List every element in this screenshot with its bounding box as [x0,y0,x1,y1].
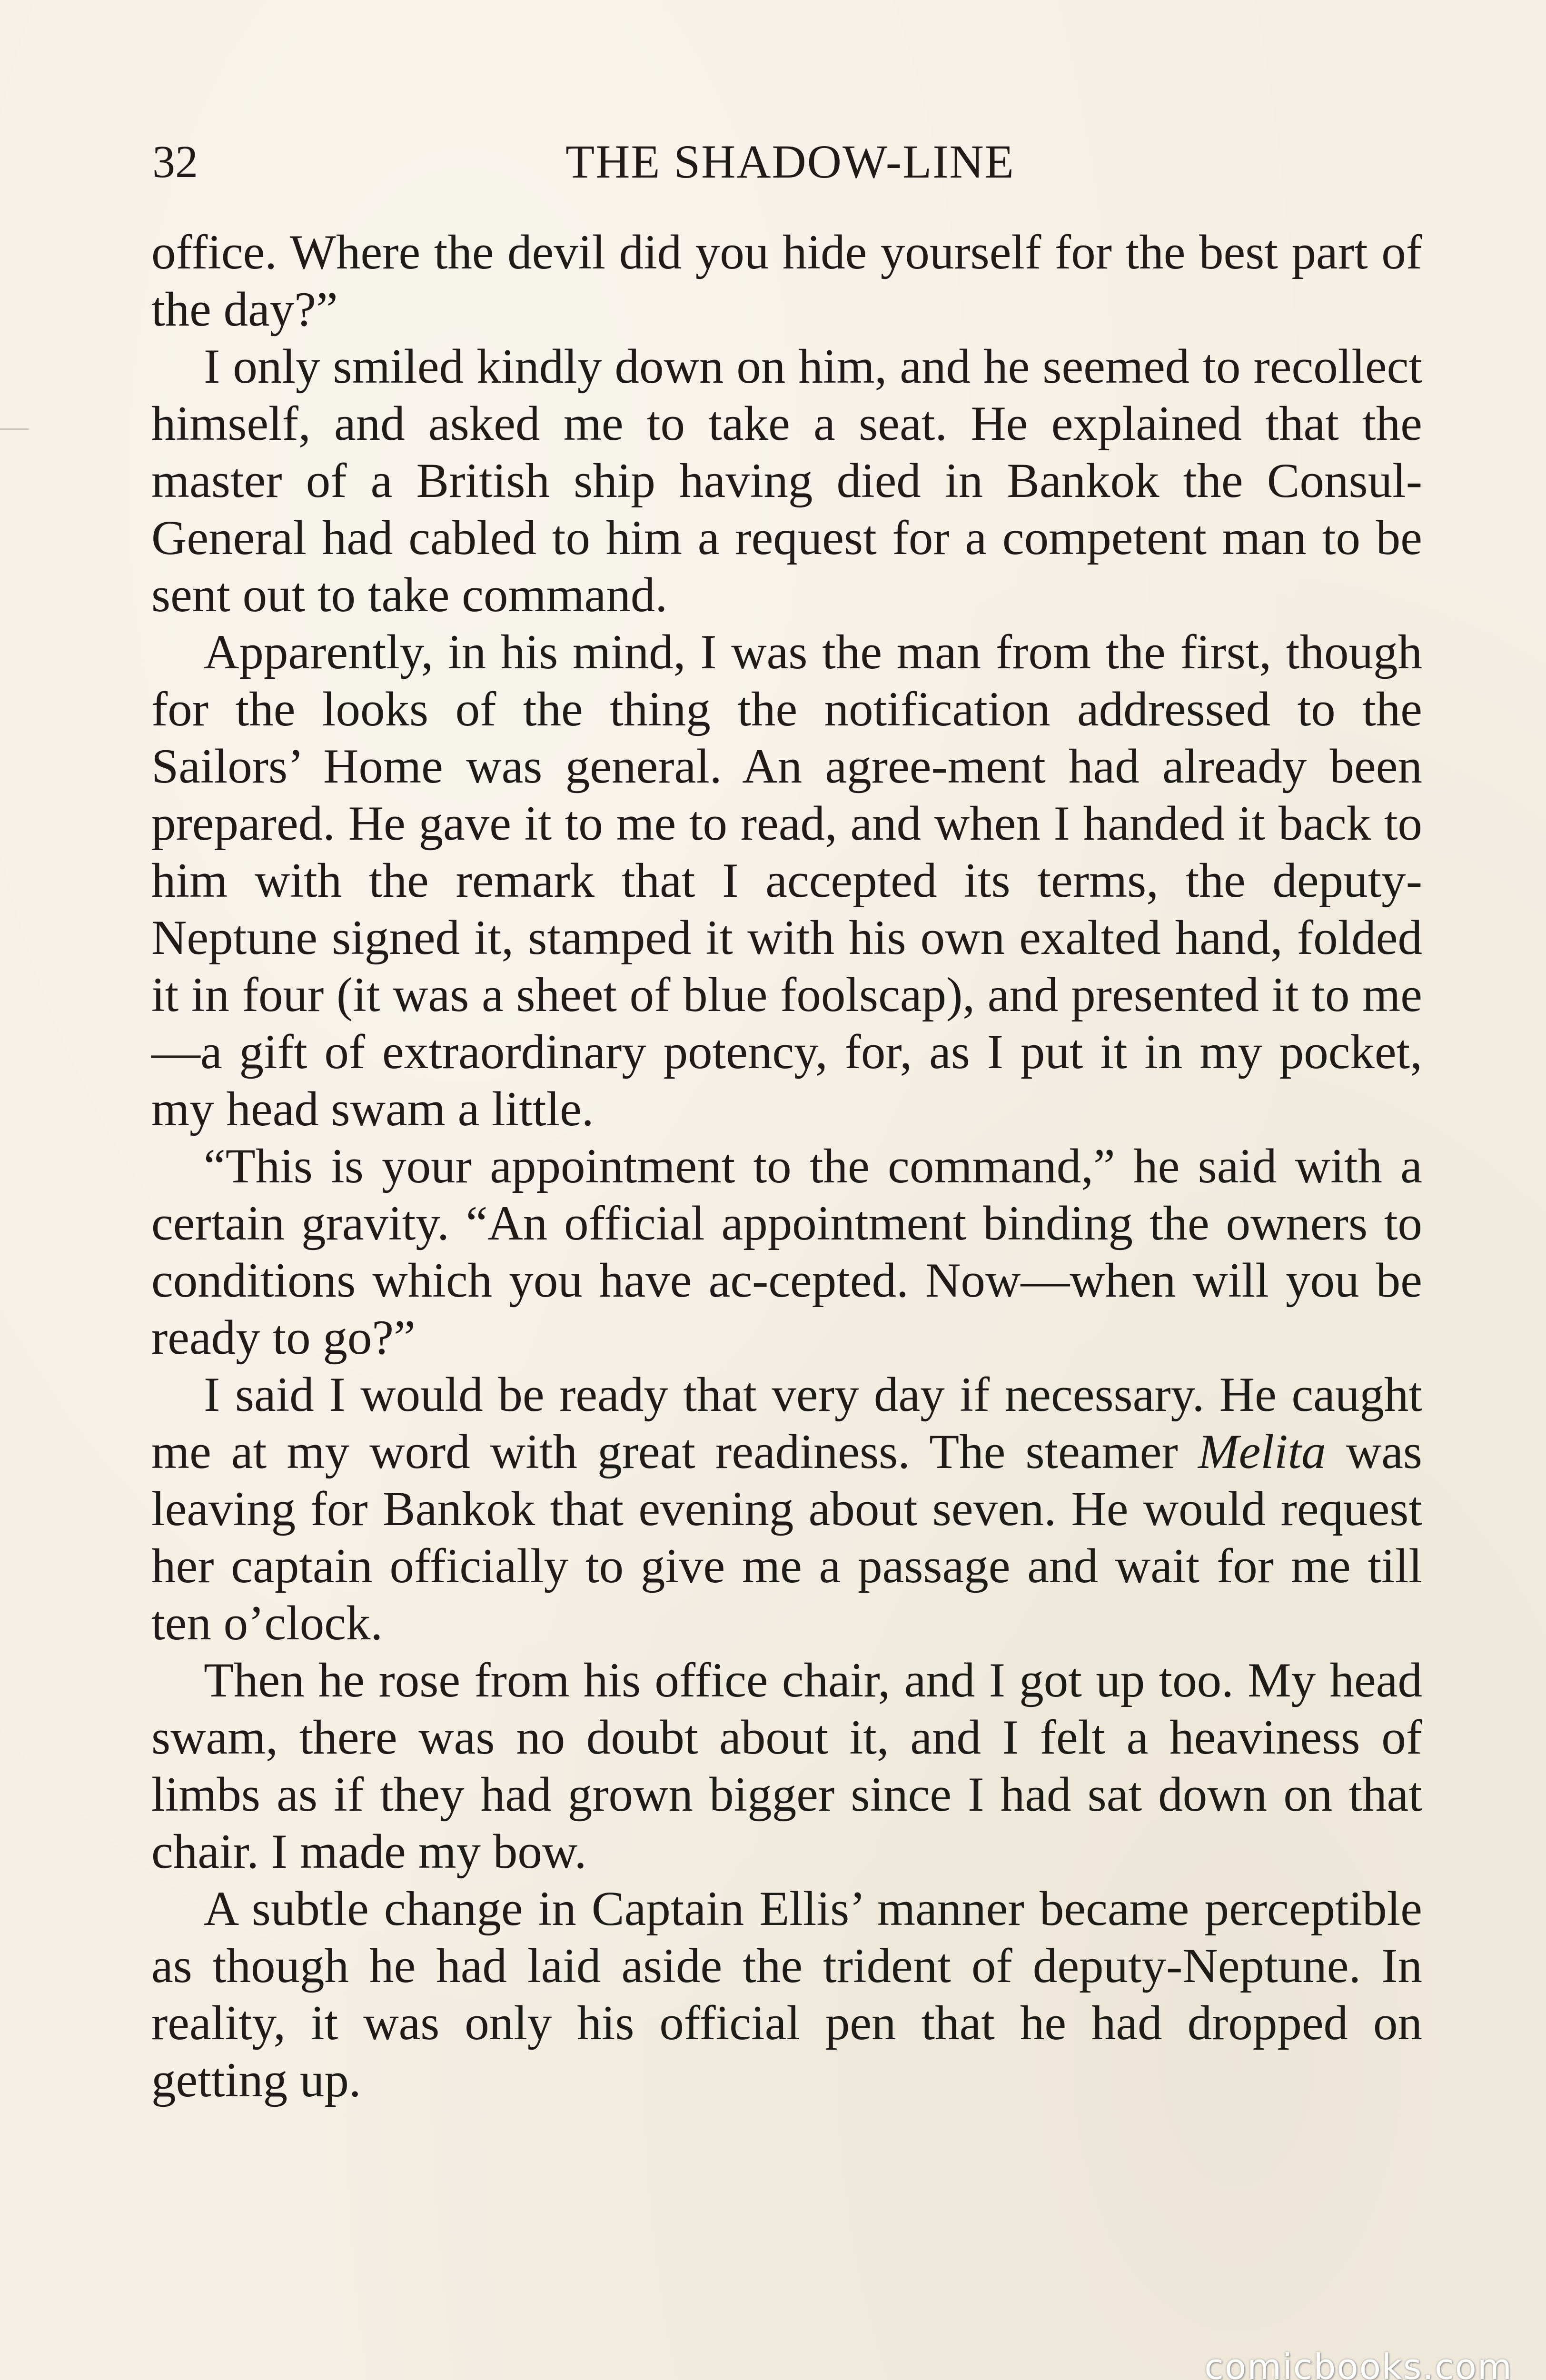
page-edge-mark [0,428,29,430]
paragraph-1: office. Where the devil did you hide yourself for the best part of the day?” [151,225,1422,337]
paragraph-5-before: I said I would be ready that very day if necessary. He caught me at my word with great readiness. The steamer [151,1368,1422,1479]
paragraph-6: Then he rose from his office chair, and I got up too. My head swam, there was no doubt about it, and I felt a heaviness of limbs as if they had grown bigger since I had sat down on that chair. I made my bow. [151,1653,1422,1879]
paragraph-5 [151,1366,1422,1652]
paragraph-4: “This is your appointment to the command,” he said with a certain gravity. “An official appointment binding the owners to conditions which you have ac-cepted. Now—when will you be ready to go?” [151,1139,1422,1365]
body-text [151,224,1422,2109]
book-title: THE SHADOW-LINE [565,135,1015,188]
paragraph-3: Apparently, in his mind, I was the man from the first, though for the looks of the thing the notification addressed to the Sailors’ Home was general. An agree-ment had already been prepared. He gave it to me to read, and when I handed it back to him with the remark that I accepted its terms, the deputy-Neptune signed it, stamped it with his own exalted hand, folded it in four (it was a sheet of blue foolscap), and presented it to me—a gift of extraordinary potency, for, as I put it in my pocket, my head swam a little. [151,625,1422,1136]
watermark: comicbooks.com [1204,2347,1513,2380]
paragraph-5-after: was leaving for Bankok that evening about seven. He would request her captain officially to give me a passage and wait for me till ten o’clock. [151,1425,1423,1650]
running-head [152,129,1428,195]
paragraph-2: I only smiled kindly down on him, and he seemed to recollect himself, and asked me to take a seat. He explained that the master of a British ship having died in Bankok the Consul-General had cabled to him a request for a competent man to be sent out to take command. [151,339,1422,622]
page-number: 32 [152,136,198,187]
ship-name-italic: Melita [1198,1425,1326,1479]
paragraph-7: A subtle change in Captain Ellis’ manner became perceptible as though he had laid aside the trident of deputy-Neptune. In reality, it was only his official pen that he had dropped on getting up. [151,1882,1422,2107]
